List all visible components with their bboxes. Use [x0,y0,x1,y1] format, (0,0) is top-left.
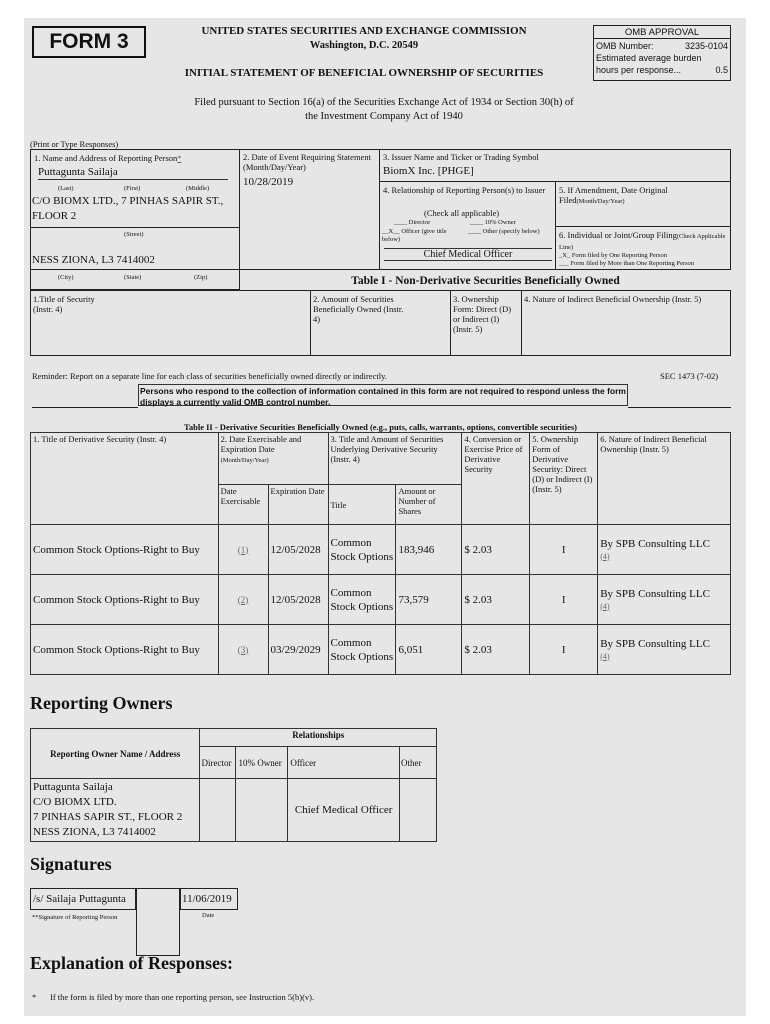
t1-col-div-1 [310,290,311,356]
omb-hours-value: 0.5 [715,65,728,75]
t2-sub-date-ex: Date Exercisable [218,485,268,525]
omb-number-label: OMB Number: [596,41,654,51]
t1-col1: 1.Title of Security (Instr. 4) [33,294,95,314]
signatures-heading: Signatures [30,854,112,874]
t2-footnote-link[interactable]: (2) [218,575,268,625]
officer-checkbox[interactable]: __X__ Officer (give title below) [382,228,447,243]
ro-ten-pct-cell [236,779,288,842]
t2-nature-footnote-link[interactable]: (4) [600,651,610,661]
label-state: (State) [124,274,142,281]
explanation-heading: Explanation of Responses: [30,953,234,973]
t2-expiration: 12/05/2028 [268,575,328,625]
officer-title[interactable]: Chief Medical Officer [384,248,552,261]
table1-title: Table I - Non-Derivative Securities Beneficially Owned [351,275,620,287]
t1-col-div-3 [521,290,522,356]
t2-h3: 3. Title and Amount of Securities Underlying Derivative Security (Instr. 4) [328,433,462,485]
omb-approval-box [593,25,731,81]
t2-underlying-title: Common Stock Options [328,625,396,675]
t2-sub-amount: Amount or Number of Shares [396,485,462,525]
table2 [30,432,731,675]
label-last: (Last) [58,185,74,192]
table-row [31,625,731,675]
t2-security: Common Stock Options-Right to Buy [31,575,219,625]
signature-date: 11/06/2019 [182,893,232,905]
reporting-person-name[interactable]: Puttagunta Sailaja [38,166,228,180]
ro-name-header: Reporting Owner Name / Address [31,729,200,779]
reminder-left-box [32,384,138,408]
ro-officer-cell: Chief Medical Officer [288,779,400,842]
box2-label: 2. Date of Event Requiring Statement (Month/Day/Year) [243,152,371,172]
ro-owner-line: C/O BIOMX LTD. [33,796,117,808]
reporting-owners-heading: Reporting Owners [30,693,173,713]
label-city: (City) [58,274,74,281]
ro-owner-line: 7 PINHAS SAPIR ST., FLOOR 2 [33,811,183,823]
t2-footnote-link[interactable]: (1) [218,525,268,575]
label-street: (Street) [124,231,144,238]
filed-pursuant-1: Filed pursuant to Section 16(a) of the Securities Exchange Act of 1934 or Section 30(h) of [194,97,574,108]
label-first: (First) [124,185,141,192]
t2-amount: 73,579 [396,575,462,625]
reminder-right-box [628,384,731,408]
table-row [31,525,731,575]
ro-other-cell [400,779,437,842]
table-row [31,575,731,625]
agency-location: Washington, D.C. 20549 [309,40,419,51]
signature-label: **Signature of Reporting Person [32,914,118,921]
ro-director-header: Director [200,747,236,779]
t2-footnote-link[interactable]: (3) [218,625,268,675]
signature-spacer [136,888,180,956]
t2-h2: 2. Date Exercisable and Expiration Date (Month/Day/Year) [218,433,328,485]
ten-pct-owner-checkbox[interactable]: ____ 10% Owner [470,219,516,226]
reminder-text: Reminder: Report on a separate line for each class of securities beneficially owned directly or indirectly. [32,371,387,381]
box5-label: 5. If Amendment, Date Original Filed(Month/Day/Year) [559,185,668,205]
filing-one-person[interactable]: _X_ Form filed by One Reporting Person [559,252,667,259]
box1-label: 1. Name and Address of Reporting Person* [34,153,182,163]
ro-owner-address [31,779,200,842]
statement-title: INITIAL STATEMENT OF BENEFICIAL OWNERSHIP OF SECURITIES [184,67,544,79]
t2-sub-exp: Expiration Date [268,485,328,525]
ro-director-cell [200,779,236,842]
t2-ownership-form: I [530,525,598,575]
t2-security: Common Stock Options-Right to Buy [31,525,219,575]
t2-nature: By SPB Consulting LLC (4) [598,625,731,675]
sec-number: SEC 1473 (7-02) [660,371,719,381]
reporting-person-city[interactable]: NESS ZIONA, L3 7414002 [32,254,155,266]
t1-col2: 2. Amount of Securities Beneficially Owned (Instr. 4) [313,294,404,324]
director-checkbox[interactable]: ____ Director [394,219,431,226]
t2-price: $ 2.03 [462,575,530,625]
t1-col3: 3. Ownership Form: Direct (D) or Indirect (I) (Instr. 5) [453,294,512,334]
explanation-note: If the form is filed by more than one reporting person, see Instruction 5(b)(v). [50,992,315,1002]
filing-more-persons[interactable]: ___ Form filed by More than One Reporting Person [559,260,695,267]
t2-price: $ 2.03 [462,625,530,675]
t2-nature: By SPB Consulting LLC (4) [598,525,731,575]
city-divider [30,269,240,270]
t2-nature-footnote-link[interactable]: (4) [600,551,610,561]
table-row [31,779,437,842]
street-divider [30,227,240,228]
explanation-bullet: * [32,992,37,1002]
omb-burden-label: Estimated average burden [596,53,702,63]
persons-notice: Persons who respond to the collection of information contained in this form are not required to respond unless the form displays a currently valid OMB control number. [138,384,628,406]
label-middle: (Middle) [186,185,210,192]
signer-name: /s/ Sailaja Puttagunta [33,893,126,905]
t2-h1: 1. Title of Derivative Security (Instr. 4) [31,433,219,525]
box3-label: 3. Issuer Name and Ticker or Trading Symbol [383,152,539,162]
ro-ten-pct-header: 10% Owner [236,747,288,779]
t2-security: Common Stock Options-Right to Buy [31,625,219,675]
print-note: (Print or Type Responses) [30,139,119,149]
date-label: Date [202,912,215,919]
issuer-name[interactable]: BiomX Inc. [PHGE] [383,165,474,177]
box4-label: 4. Relationship of Reporting Person(s) to Issuer [383,185,546,195]
t2-h5: 5. Ownership Form of Derivative Security: Direct (D) or Indirect (I) (Instr. 5) [530,433,598,525]
form-sheet [24,18,746,1016]
other-checkbox[interactable]: ____ Other (specify below) [468,228,540,235]
table2-title: Table II - Derivative Securities Beneficially Owned (e.g., puts, calls, warrants, options, convertible securities) [183,422,577,432]
t2-nature: By SPB Consulting LLC (4) [598,575,731,625]
omb-title: OMB APPROVAL [594,27,730,39]
omb-hours-label: hours per response... [596,65,682,75]
t2-ownership-form: I [530,575,598,625]
form-label: FORM 3 [32,26,146,58]
agency-title: UNITED STATES SECURITIES AND EXCHANGE COMMISSION [201,25,527,37]
reporting-person-address[interactable]: C/O BIOMX LTD., 7 PINHAS SAPIR ST., FLOOR 2 [32,195,224,222]
box4-check: (Check all applicable) [424,208,500,218]
t2-expiration: 03/29/2029 [268,625,328,675]
t2-underlying-title: Common Stock Options [328,575,396,625]
omb-number-value: 3235-0104 [684,41,728,51]
t1-col-div-2 [450,290,451,356]
event-date[interactable]: 10/28/2019 [243,176,294,188]
t2-price: $ 2.03 [462,525,530,575]
box6-label: 6. Individual or Joint/Group Filing(Check Applicable Line) [559,230,726,251]
t2-ownership-form: I [530,625,598,675]
t2-expiration: 12/05/2028 [268,525,328,575]
ro-officer-header: Officer [288,747,400,779]
reporting-owners-table [30,728,437,842]
ro-rel-header: Relationships [200,729,437,747]
t2-amount: 183,946 [396,525,462,575]
ro-other-header: Other [400,747,437,779]
t2-amount: 6,051 [396,625,462,675]
t2-nature-footnote-link[interactable]: (4) [600,601,610,611]
label-zip: (Zip) [194,274,208,281]
ro-owner-line: Puttagunta Sailaja [33,781,113,793]
ro-owner-line: NESS ZIONA, L3 7414002 [33,826,156,838]
t2-underlying-title: Common Stock Options [328,525,396,575]
t2-h6: 6. Nature of Indirect Beneficial Ownership (Instr. 5) [598,433,731,525]
t2-h4: 4. Conversion or Exercise Price of Derivative Security [462,433,530,525]
filed-pursuant-2: the Investment Company Act of 1940 [305,111,463,122]
t2-sub-title: Title [328,485,396,525]
t1-col4: 4. Nature of Indirect Beneficial Ownership (Instr. 5) [524,294,702,304]
